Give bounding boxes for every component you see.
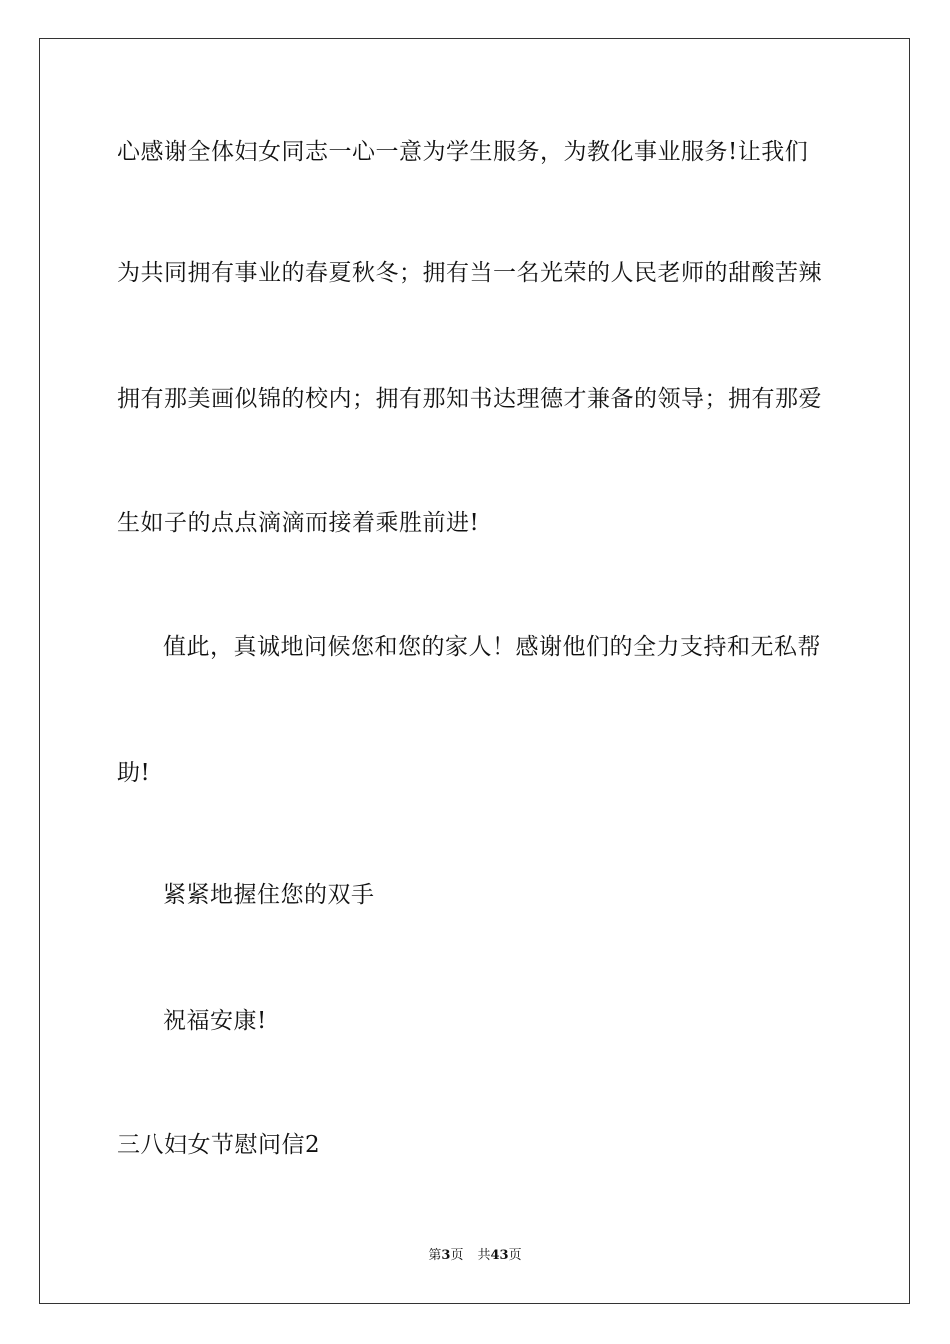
body-text-line: 拥有那美画似锦的校内；拥有那知书达理德才兼备的领导；拥有那爱 <box>117 386 822 412</box>
section-heading: 三八妇女节慰问信2 <box>117 1132 321 1158</box>
closing-line: 紧紧地握住您的双手 <box>163 882 375 908</box>
total-pages: 43 <box>490 1248 509 1263</box>
page-border <box>39 38 910 1304</box>
closing-line: 祝福安康! <box>163 1008 267 1034</box>
page-label-prefix: 第 <box>428 1248 442 1263</box>
page-label-suffix: 页 <box>450 1248 464 1263</box>
total-label-suffix: 页 <box>508 1248 522 1263</box>
page-footer <box>0 1247 950 1265</box>
page-number: 3 <box>441 1248 451 1263</box>
body-text-line: 值此，真诚地问候您和您的家人！感谢他们的全力支持和无私帮 <box>163 634 821 660</box>
body-text-line: 助! <box>117 760 151 786</box>
body-text-line: 生如子的点点滴滴而接着乘胜前进! <box>117 510 480 536</box>
total-label-prefix: 共 <box>477 1248 491 1263</box>
body-text-line: 为共同拥有事业的春夏秋冬；拥有当一名光荣的人民老师的甜酸苦辣 <box>117 260 822 286</box>
body-text-line: 心感谢全体妇女同志一心一意为学生服务，为教化事业服务!让我们 <box>117 139 809 165</box>
